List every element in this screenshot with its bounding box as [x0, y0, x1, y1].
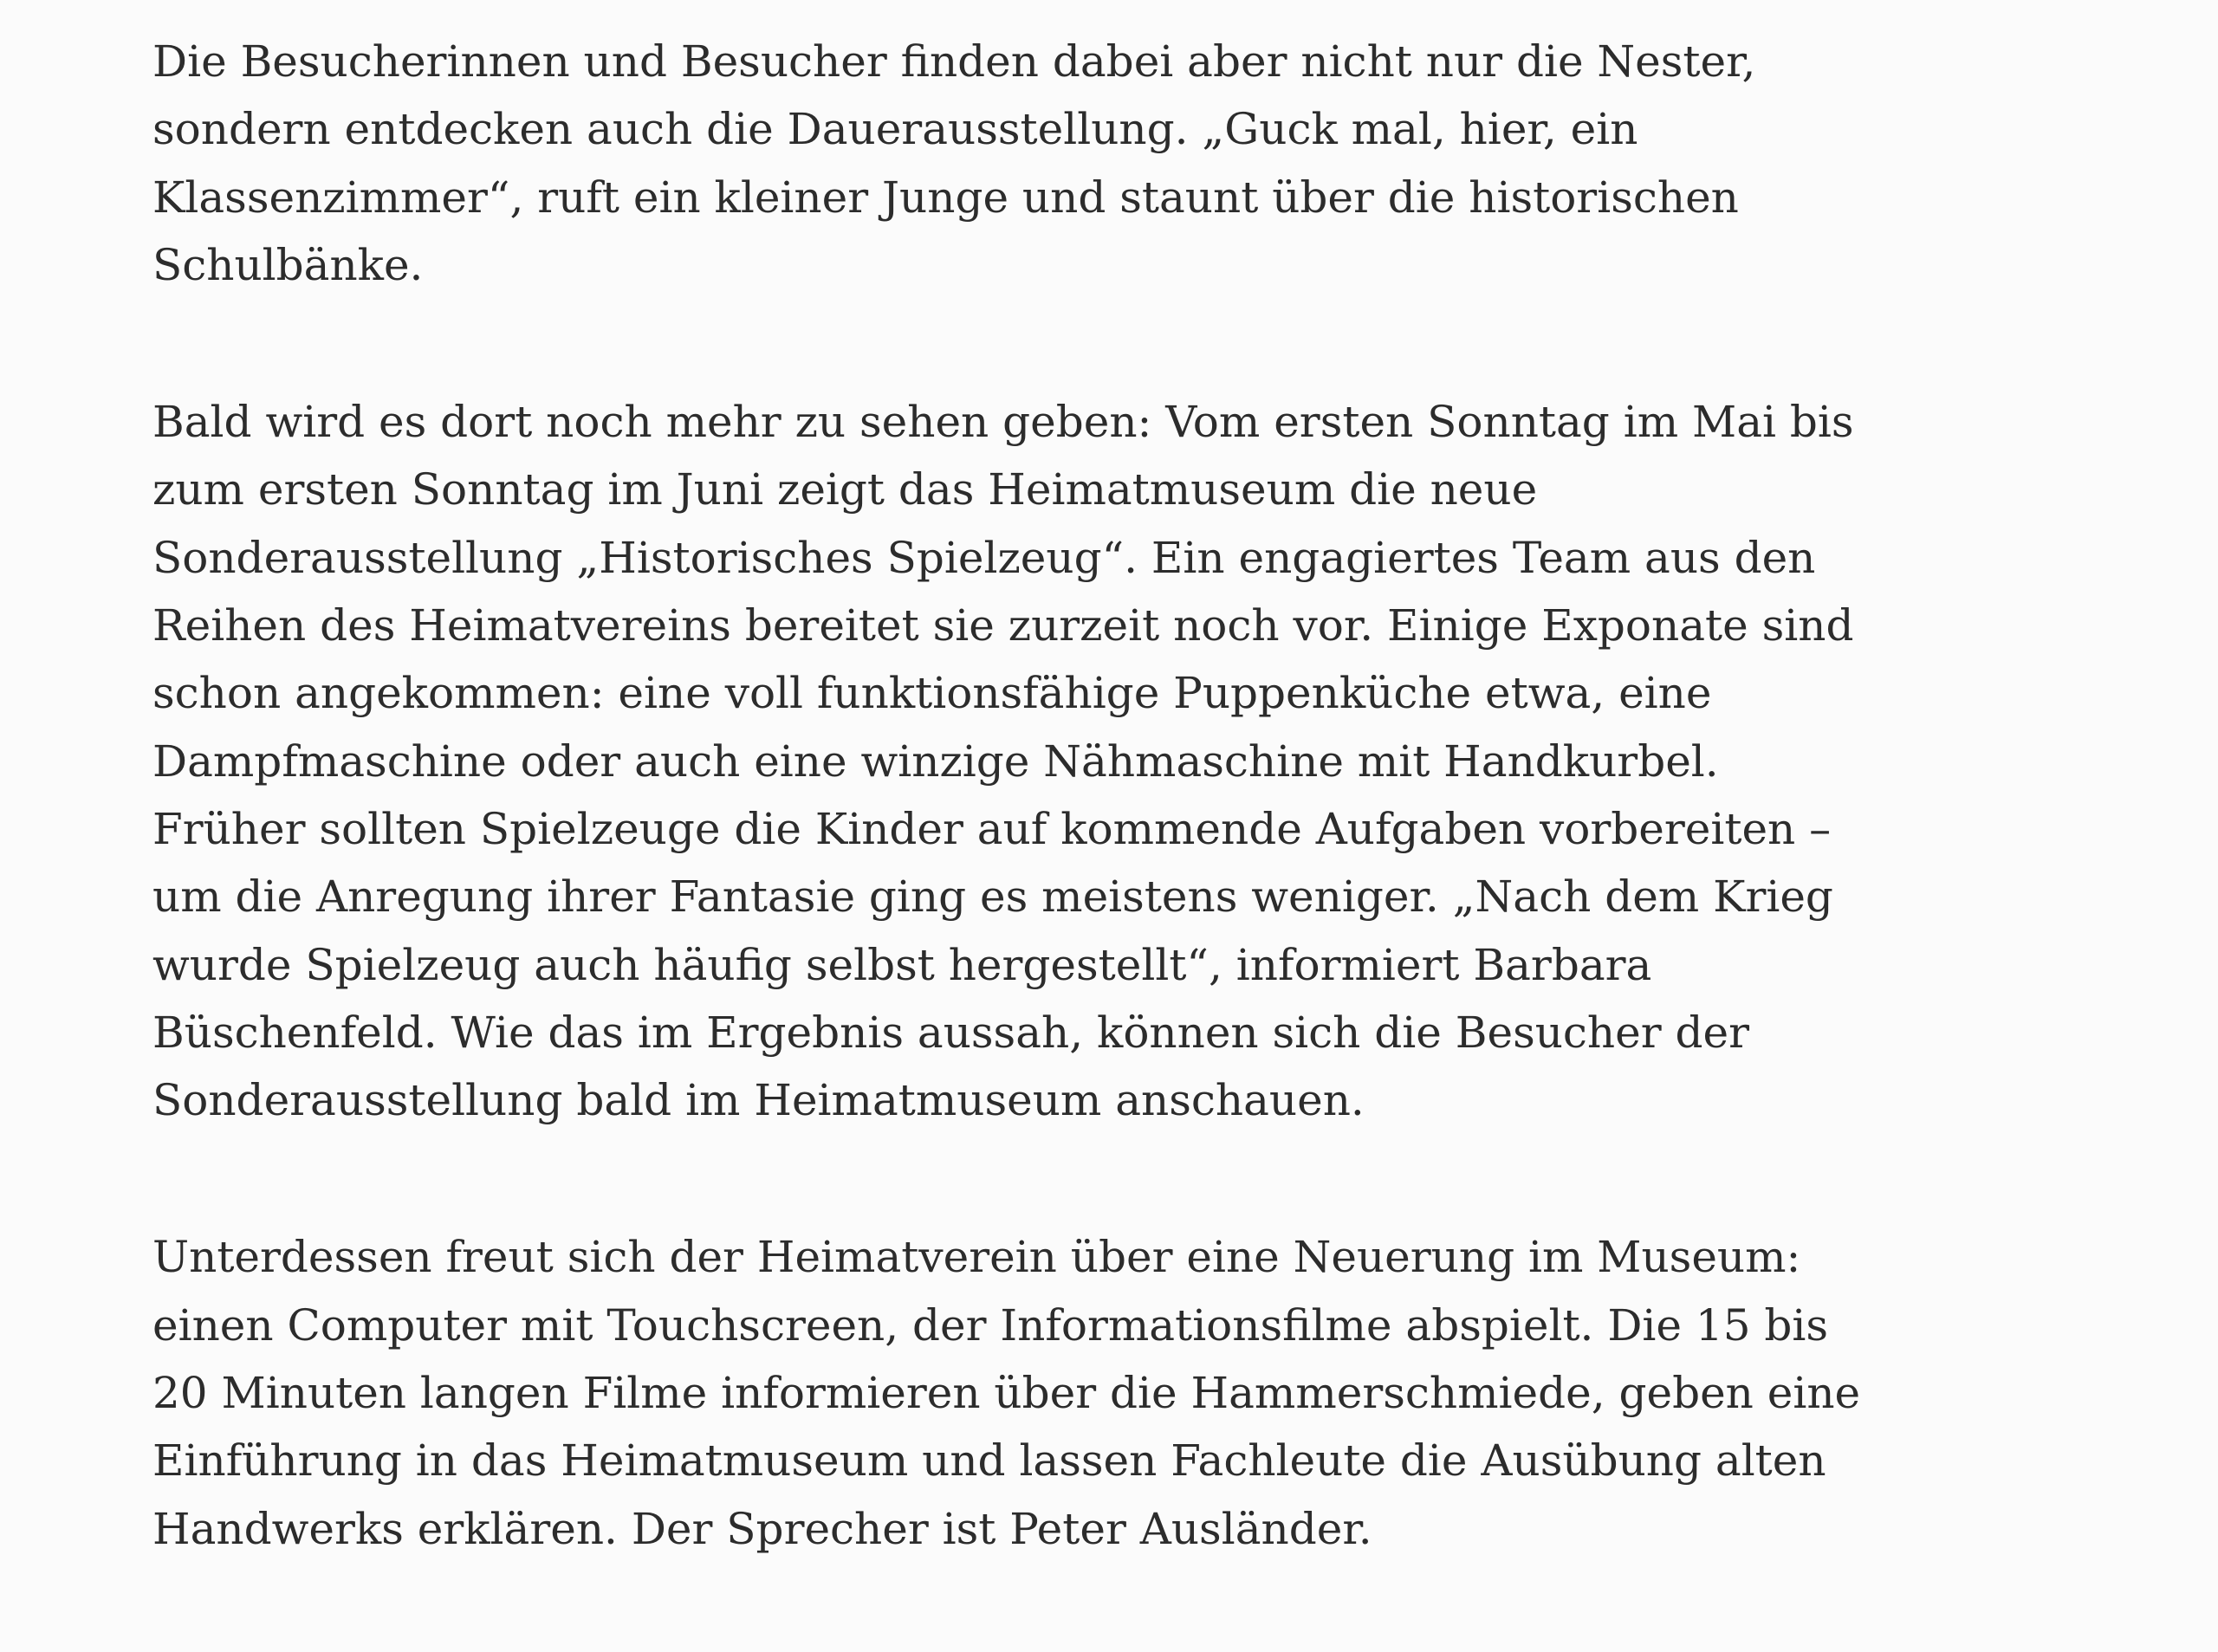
text-line: Sonderausstellung bald im Heimatmuseum anschauen.	[152, 1075, 1365, 1126]
text-line: Sonderausstellung „Historisches Spielzeug“. Ein engagiertes Team aus den	[152, 532, 1816, 583]
text-line: Büschenfeld. Wie das im Ergebnis aussah, können sich die Besucher der	[152, 1007, 1750, 1058]
text-line: um die Anregung ihrer Fantasie ging es meistens weniger. „Nach dem Krieg	[152, 871, 1833, 923]
paragraph-1	[152, 28, 2059, 299]
text-line: 20 Minuten langen Filme informieren über die Hammerschmiede, geben eine	[152, 1368, 1861, 1419]
text-line: sondern entdecken auch die Dauerausstellung. „Guck mal, hier, ein	[152, 104, 1638, 155]
paragraph-3	[152, 1223, 2059, 1562]
text-line: Klassenzimmer“, ruft ein kleiner Junge und staunt über die historischen	[152, 172, 1739, 223]
text-line: Schulbänke.	[152, 239, 424, 290]
text-line: Dampfmaschine oder auch eine winzige Nähmaschine mit Handkurbel.	[152, 735, 1719, 787]
text-line: schon angekommen: eine voll funktionsfähige Puppenküche etwa, eine	[152, 668, 1712, 719]
text-line: wurde Spielzeug auch häufig selbst hergestellt“, informiert Barbara	[152, 939, 1652, 990]
text-line: Bald wird es dort noch mehr zu sehen geben: Vom ersten Sonntag im Mai bis	[152, 397, 1854, 448]
text-line: Die Besucherinnen und Besucher finden dabei aber nicht nur die Nester,	[152, 36, 1756, 87]
text-line: Unterdessen freut sich der Heimatverein über eine Neuerung im Museum:	[152, 1232, 1801, 1283]
text-line: Handwerks erklären. Der Sprecher ist Peter Ausländer.	[152, 1503, 1372, 1554]
text-line: Früher sollten Spielzeuge die Kinder auf kommende Aufgaben vorbereiten –	[152, 803, 1832, 854]
text-line: Reihen des Heimatvereins bereitet sie zurzeit noch vor. Einige Exponate sind	[152, 600, 1854, 651]
text-line: zum ersten Sonntag im Juni zeigt das Heimatmuseum die neue	[152, 464, 1538, 515]
text-line: einen Computer mit Touchscreen, der Informationsfilme abspielt. Die 15 bis	[152, 1299, 1829, 1351]
text-line: Einführung in das Heimatmuseum und lassen Fachleute die Ausübung alten	[152, 1435, 1826, 1487]
paragraph-2	[152, 388, 2059, 1134]
article-text	[152, 28, 2059, 1652]
